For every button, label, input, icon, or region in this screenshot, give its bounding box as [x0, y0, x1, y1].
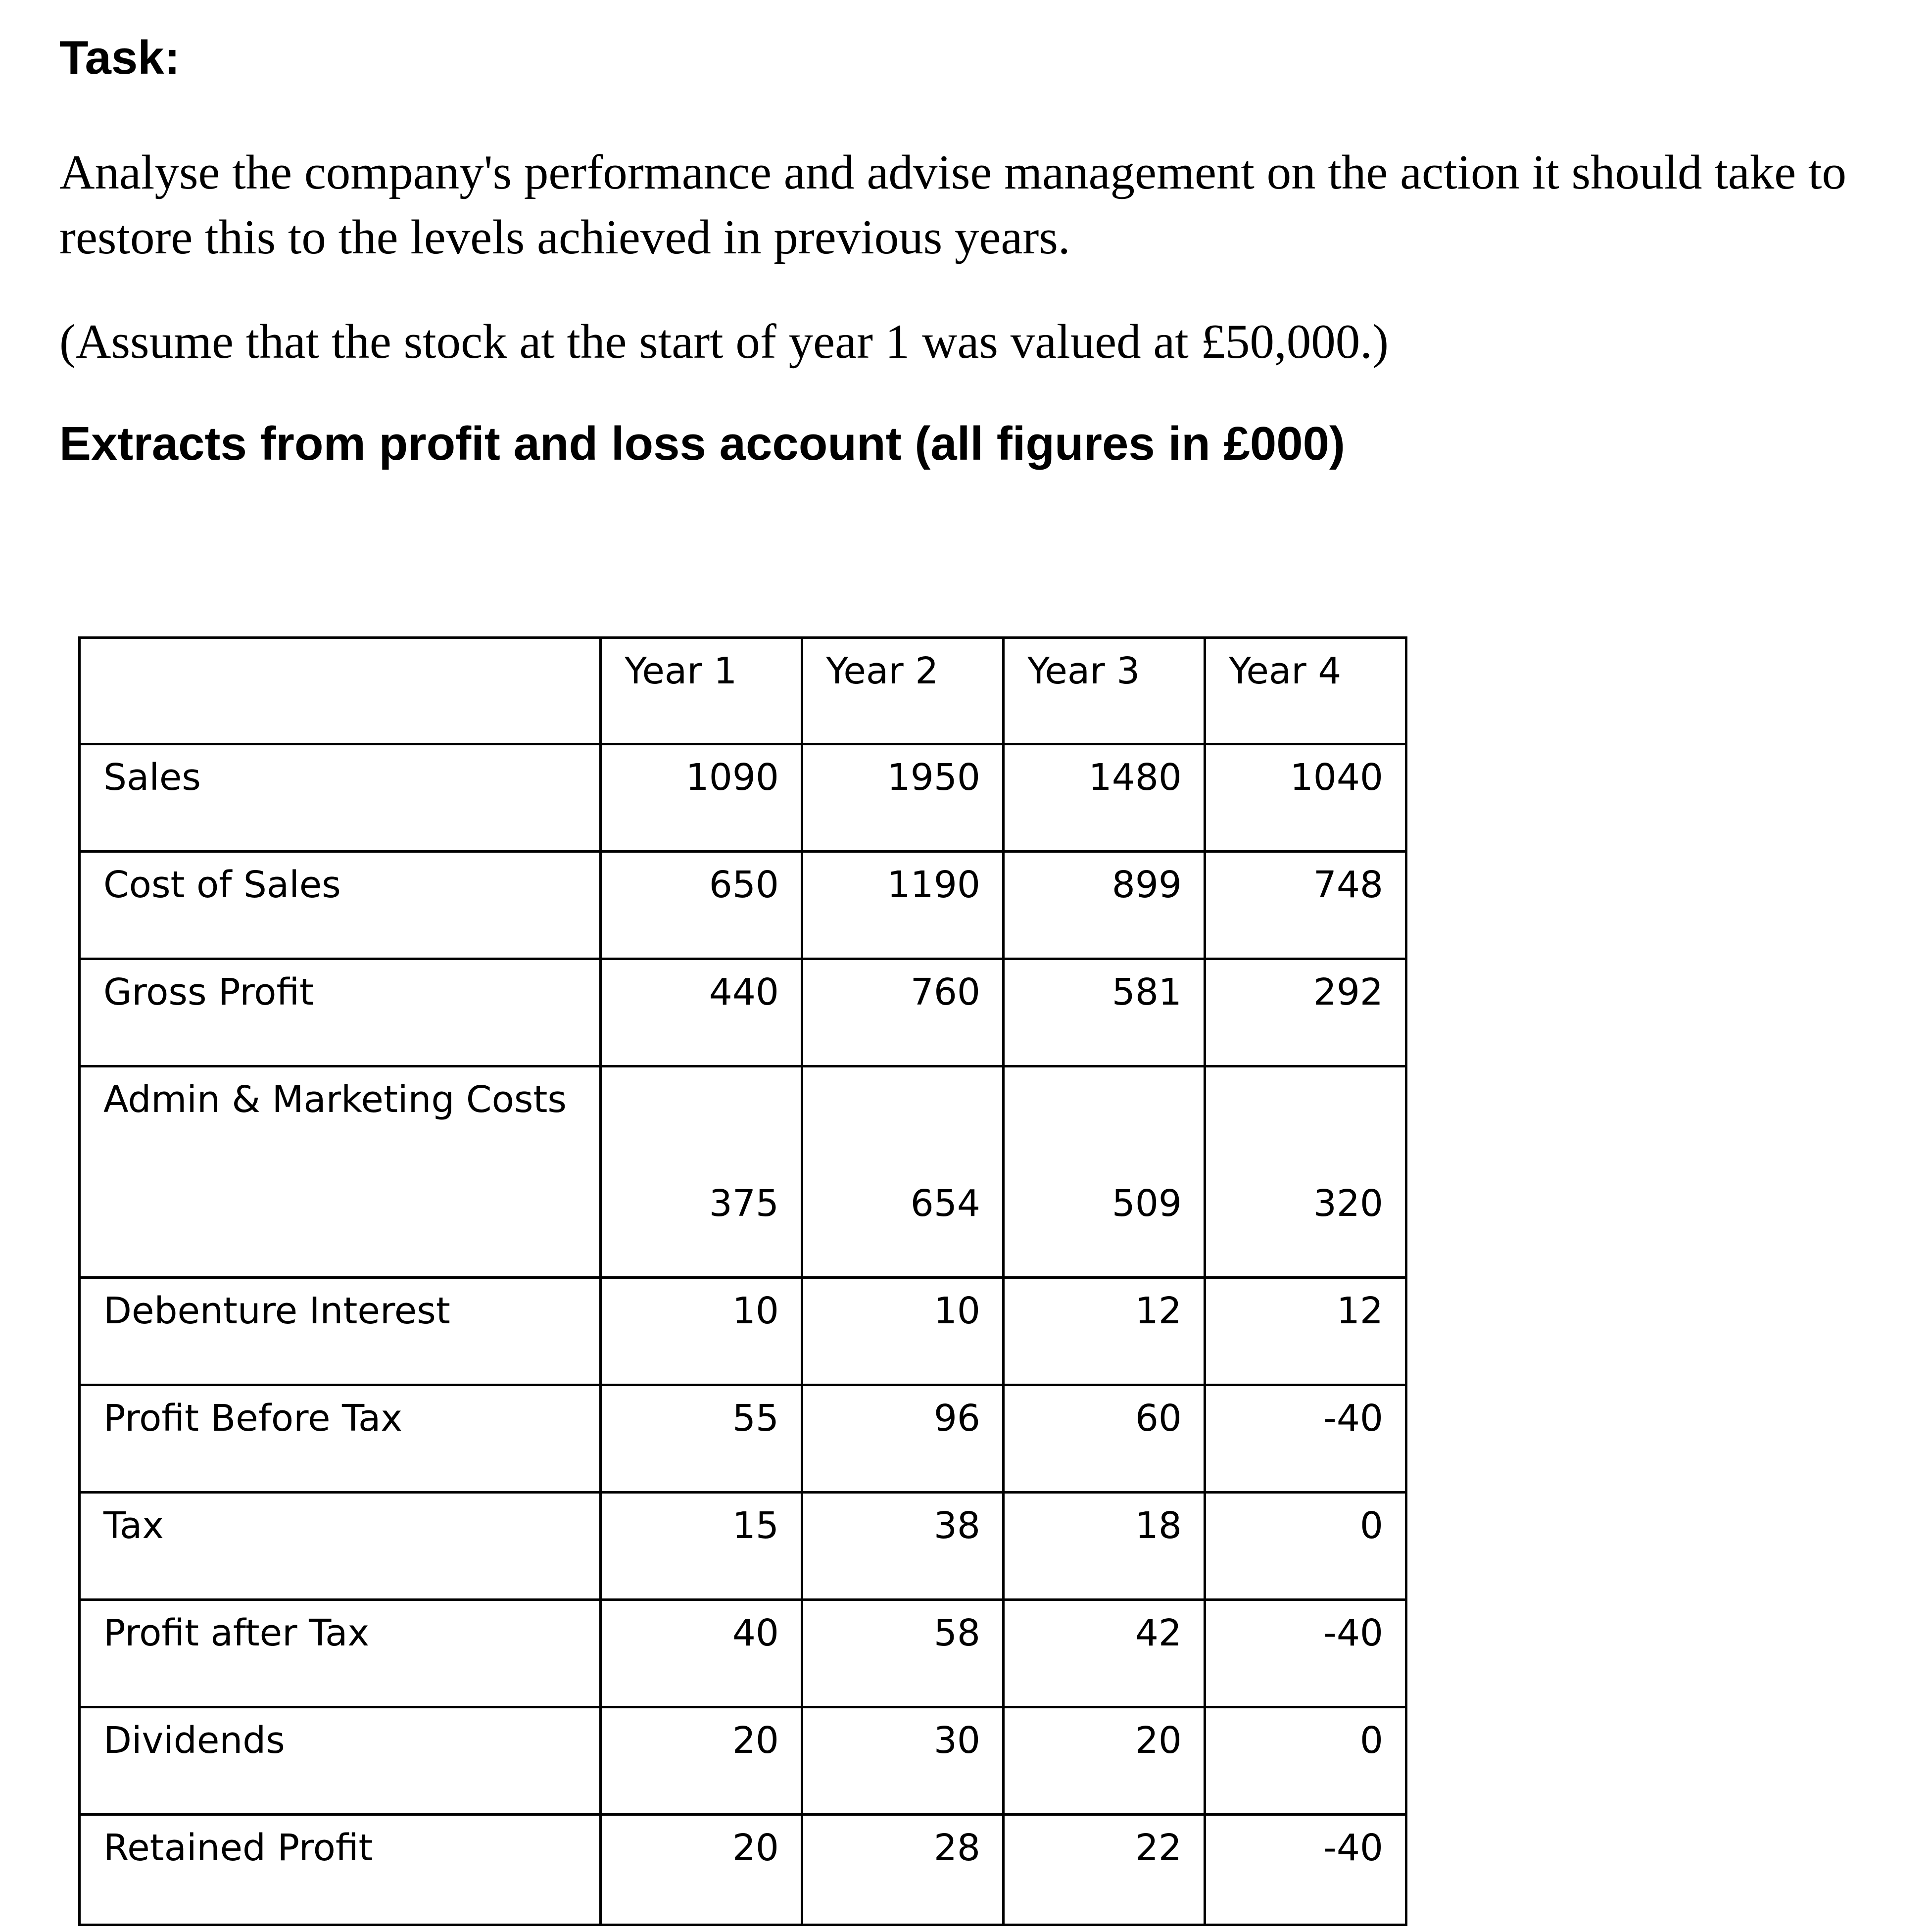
header-cell-blank — [80, 638, 601, 744]
table-cell: 20 — [601, 1815, 802, 1925]
row-label: Profit after Tax — [80, 1600, 601, 1707]
table-row-profit-before-tax — [80, 1385, 1406, 1493]
table-cell: 18 — [1004, 1493, 1205, 1600]
table-cell: 581 — [1004, 959, 1205, 1066]
table-cell: 30 — [802, 1707, 1004, 1815]
table-cell: 15 — [601, 1493, 802, 1600]
table-cell: 650 — [601, 852, 802, 959]
table-row-gross-profit — [80, 959, 1406, 1066]
table-cell: 55 — [601, 1385, 802, 1493]
header-cell-year-2: Year 2 — [802, 638, 1004, 744]
table-cell: 1480 — [1004, 744, 1205, 852]
table-cell: 375 — [601, 1066, 802, 1278]
table-cell: 22 — [1004, 1815, 1205, 1925]
profit-loss-table — [78, 636, 1407, 1926]
row-label: Cost of Sales — [80, 852, 601, 959]
table-cell: 0 — [1205, 1493, 1406, 1600]
table-cell: 509 — [1004, 1066, 1205, 1278]
table-row-profit-after-tax — [80, 1600, 1406, 1707]
table-cell: 42 — [1004, 1600, 1205, 1707]
table-header-row — [80, 638, 1406, 744]
table-cell: 58 — [802, 1600, 1004, 1707]
table-cell: 10 — [601, 1278, 802, 1385]
task-description: Analyse the company's performance and advise management on the action it should take to restore this to the levels achieved in previous years. — [59, 145, 1846, 264]
table-row-debenture-interest — [80, 1278, 1406, 1385]
table-cell: 12 — [1004, 1278, 1205, 1385]
table-cell: 899 — [1004, 852, 1205, 959]
table-cell: 20 — [1004, 1707, 1205, 1815]
table-cell: 96 — [802, 1385, 1004, 1493]
table-cell: -40 — [1205, 1815, 1406, 1925]
table-cell: 1190 — [802, 852, 1004, 959]
row-label: Gross Profit — [80, 959, 601, 1066]
task-heading: Task: — [59, 31, 180, 84]
header-cell-year-1: Year 1 — [601, 638, 802, 744]
row-label: Tax — [80, 1493, 601, 1600]
table-title: Extracts from profit and loss account (all figures in £000) — [59, 417, 1345, 470]
table-cell: 12 — [1205, 1278, 1406, 1385]
row-label: Admin & Marketing Costs — [80, 1066, 601, 1278]
table-cell: 440 — [601, 959, 802, 1066]
table-cell: 320 — [1205, 1066, 1406, 1278]
row-label: Debenture Interest — [80, 1278, 601, 1385]
row-label: Profit Before Tax — [80, 1385, 601, 1493]
header-cell-year-3: Year 3 — [1004, 638, 1205, 744]
table-cell: 38 — [802, 1493, 1004, 1600]
table-cell: 1090 — [601, 744, 802, 852]
row-label: Dividends — [80, 1707, 601, 1815]
table-cell: 40 — [601, 1600, 802, 1707]
table-cell: 1950 — [802, 744, 1004, 852]
table-cell: 60 — [1004, 1385, 1205, 1493]
table-cell: 748 — [1205, 852, 1406, 959]
row-label: Retained Profit — [80, 1815, 601, 1925]
table-cell: -40 — [1205, 1600, 1406, 1707]
table-row-tax — [80, 1493, 1406, 1600]
table-cell: 0 — [1205, 1707, 1406, 1815]
table-cell: 1040 — [1205, 744, 1406, 852]
table-row-retained-profit — [80, 1815, 1406, 1925]
task-assumption-note: (Assume that the stock at the start of year 1 was valued at £50,000.) — [59, 315, 1389, 369]
table-row-dividends — [80, 1707, 1406, 1815]
header-cell-year-4: Year 4 — [1205, 638, 1406, 744]
table-cell: 292 — [1205, 959, 1406, 1066]
row-label: Sales — [80, 744, 601, 852]
table-cell: 10 — [802, 1278, 1004, 1385]
table-cell: 760 — [802, 959, 1004, 1066]
table-cell: 20 — [601, 1707, 802, 1815]
table-cell: 28 — [802, 1815, 1004, 1925]
table-cell: 654 — [802, 1066, 1004, 1278]
table-row-admin-marketing-costs — [80, 1066, 1406, 1278]
table-row-cost-of-sales — [80, 852, 1406, 959]
table-row-sales — [80, 744, 1406, 852]
table-cell: -40 — [1205, 1385, 1406, 1493]
